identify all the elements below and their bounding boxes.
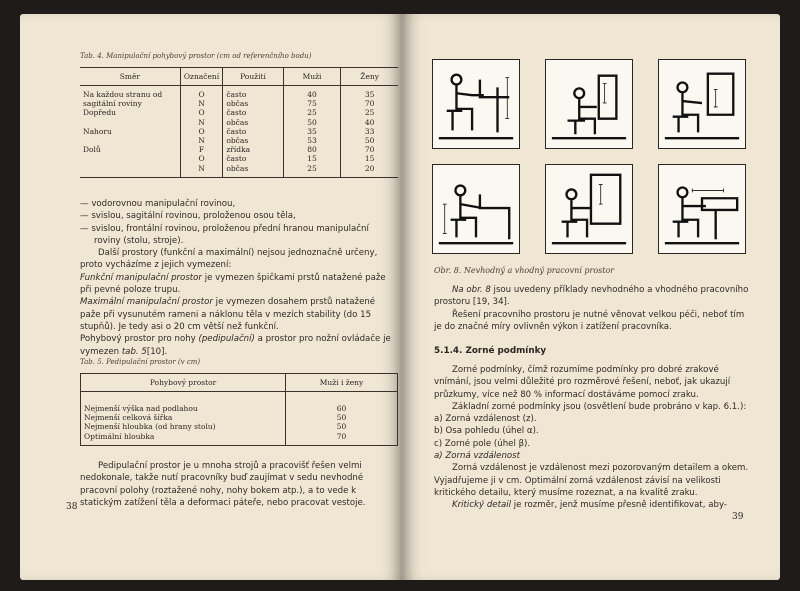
table4-header-men: Muži <box>283 68 341 86</box>
table5 <box>80 373 398 446</box>
paragraph-text: [10]. <box>146 346 168 357</box>
table4-men <box>283 86 341 178</box>
table4-header-use: Použití <box>223 68 283 86</box>
table4-women-value: 15 <box>364 154 375 164</box>
right-page <box>402 14 780 580</box>
table4-code: O <box>198 108 205 118</box>
table4-men-value: 40 <box>307 90 317 99</box>
figure-workstation-1 <box>432 59 520 149</box>
table5-header-value: Muži i ženy <box>286 374 398 392</box>
table4-use: často <box>226 90 247 99</box>
table4-direction: sagitální roviny <box>83 99 142 109</box>
table4-header-direction: Směr <box>80 68 180 86</box>
bullet-item: — vodorovnou manipulační rovinou, <box>80 199 236 209</box>
seated-worker-icon <box>659 60 745 148</box>
paragraph <box>80 296 398 333</box>
table5-header-space: Pohybový prostor <box>81 374 286 392</box>
paragraph <box>80 272 398 297</box>
table5-values <box>286 392 398 446</box>
table4-header-code: Označení <box>180 68 223 86</box>
table5-value: 70 <box>336 431 347 441</box>
table4-direction <box>83 118 177 127</box>
paragraph-text: je vymezen špičkami prstů natažené paže při pevné poloze trupu. <box>80 272 386 296</box>
table4-women-value: 40 <box>364 117 375 127</box>
table4-codes <box>180 86 223 178</box>
figure-workstation-2 <box>545 59 633 149</box>
seated-worker-icon <box>546 60 632 148</box>
table4-code: N <box>198 117 205 127</box>
table4-caption: Tab. 4. Manipulační pohybový prostor (cm od referenčního bodu) <box>80 52 312 60</box>
table4-use: často <box>226 108 247 118</box>
section-heading: 5.1.4. Zorné podmínky <box>434 346 547 356</box>
table4-code: N <box>198 135 205 145</box>
table4-direction <box>83 164 177 173</box>
table4-women-value: 35 <box>364 90 375 99</box>
table5-caption: Tab. 5. Pedipulační prostor (v cm) <box>80 358 201 366</box>
table4-use: občas <box>226 163 249 173</box>
table4-women-value: 25 <box>364 108 375 118</box>
left-page <box>20 14 402 580</box>
seated-worker-icon <box>433 165 519 253</box>
bullet-item: — svislou, sagitální rovinou, proloženou osou těla, <box>80 211 296 222</box>
table4-code: O <box>198 126 205 136</box>
paragraph-text: je vymezen dosahem prstů natažené paže při vysunutém rameni a náklonu těla v mezích stability (do 15 stupňů). Je tedy asi o 20 cm větší než funkční. <box>80 297 376 332</box>
table4-women-value: 70 <box>364 99 375 109</box>
table5-value: 50 <box>336 422 347 432</box>
table5-row-label: Optimální hloubka <box>84 431 155 441</box>
term: Funkční manipulační prostor <box>80 272 202 283</box>
table4-direction <box>83 154 177 163</box>
table5-row-label: Nejmenší výška nad podlahou <box>84 404 198 413</box>
table4-code: N <box>198 99 205 109</box>
table4-code: O <box>198 90 205 99</box>
page-number-right: 39 <box>732 512 744 522</box>
table4-use: často <box>226 126 247 136</box>
bullet-item: — svislou, frontální rovinou, proloženou přední hranou manipulační roviny (stolu, stroje). <box>80 223 369 246</box>
paragraph-text: Pohybový prostor pro nohy <box>80 334 199 345</box>
table4-men-value: 25 <box>307 163 317 173</box>
seated-worker-icon <box>546 165 632 253</box>
table4-code: N <box>198 163 205 173</box>
paragraph <box>434 284 752 309</box>
table4-direction: Dolů <box>83 145 101 155</box>
table4-code: O <box>198 154 205 164</box>
table4-header-women: Ženy <box>341 68 398 86</box>
subheading: a) Zorná vzdálenost <box>434 451 521 462</box>
table4-direction: Dopředu <box>83 108 116 118</box>
table4-uses <box>223 86 283 178</box>
paragraph: Pedipulační prostor je u mnoha strojů a pracovišť řešen velmi nedokonale, takže nutí pracovníky buď zaujímat v sedu nevhodné pracovní polohy (roztažené nohy, nohy bokem atp.), a to vede k statickým zatížení těla a deformaci páteře, nebo pracovat vestoje. <box>80 461 366 508</box>
paragraph-text: jsou uvedeny příklady nevhodného a vhodného pracovního prostoru [19, 34]. <box>434 285 749 308</box>
paragraph: Další prostory (funkční a maximální) nejsou jednoznačně určeny, proto vycházíme z jejich vymezení: <box>80 248 378 271</box>
list-item: b) Osa pohledu (úhel α). <box>434 426 539 437</box>
table4-men-value: 35 <box>307 126 317 136</box>
table4-men-value: 15 <box>307 154 317 164</box>
table-reference: tab. 5 <box>121 346 147 357</box>
paragraph: Zorná vzdálenost je vzdálenost mezi pozorovaným detailem a okem. Vyjadřujeme ji v cm. Optimální zorná vzdálenost závisí na velikosti kritického detailu, který musíme rozeznat, a na kvalitě zraku. <box>434 463 749 498</box>
paragraph: Řešení pracovního prostoru je nutné věnovat velkou péči, neboť tím je do značné míry ovlivněn výkon i zatížení pracovníka. <box>434 309 745 332</box>
term: Kritický detail <box>452 500 511 511</box>
table5-row-label: Nejmenší celková šířka <box>84 413 173 423</box>
list-item: a) Zorná vzdálenost (z). <box>434 414 537 425</box>
paragraph-text: je rozměr, jenž musíme přesně identifikovat, aby- <box>511 500 727 511</box>
table4-use: často <box>226 154 247 164</box>
table4-men-value: 25 <box>307 108 317 118</box>
table4 <box>80 67 398 178</box>
figure-workstation-4 <box>432 164 520 254</box>
paragraph-text: a prostor pro nožní ovládače je vymezen <box>80 334 391 357</box>
left-text-block-2 <box>80 460 398 509</box>
page-number-left: 38 <box>66 502 78 512</box>
table4-use: občas <box>226 99 249 109</box>
table5-row-label: Nejmenší hloubka (od hrany stolu) <box>84 422 216 432</box>
paragraph: Základní zorné podmínky jsou (osvětlení bude probráno v kap. 6.1.): <box>452 401 747 412</box>
table4-women-value: 50 <box>364 135 375 145</box>
right-text-block-2 <box>434 364 752 512</box>
figure-reference: Na obr. 8 <box>452 285 491 295</box>
table4-men-value: 53 <box>307 135 317 145</box>
table4-men-value: 75 <box>307 99 317 109</box>
table4-directions <box>80 86 180 178</box>
table4-men-value: 80 <box>307 145 317 155</box>
table4-direction <box>83 136 177 145</box>
right-text-block-1 <box>434 284 752 333</box>
table4-women <box>341 86 398 178</box>
table4-women-value: 70 <box>364 145 375 155</box>
figure-workstation-5 <box>545 164 633 254</box>
paragraph <box>434 499 752 511</box>
list-item: c) Zorné pole (úhel β). <box>434 438 531 449</box>
table4-women-value: 20 <box>364 163 375 173</box>
table4-women-value: 33 <box>364 126 375 136</box>
table4-use: občas <box>226 135 249 145</box>
table5-value: 60 <box>336 404 347 413</box>
table4-direction: Nahoru <box>83 126 112 136</box>
figure-workstation-6 <box>658 164 746 254</box>
table4-men-value: 50 <box>307 117 317 127</box>
table5-value: 50 <box>336 413 347 423</box>
table4-use: občas <box>226 117 249 127</box>
seated-worker-icon <box>433 60 519 148</box>
table5-rows <box>81 392 286 446</box>
figure-workstation-3 <box>658 59 746 149</box>
seated-worker-icon <box>659 165 745 253</box>
paragraph <box>80 333 398 358</box>
term: Maximální manipulační prostor <box>80 297 213 308</box>
term: (pedipulační) <box>198 334 255 345</box>
table4-code: F <box>198 145 205 155</box>
figure-caption: Obr. 8. Nevhodný a vhodný pracovní prostor <box>434 266 615 275</box>
table4-direction: Na každou stranu od <box>83 90 163 99</box>
left-text-block-1 <box>80 198 398 358</box>
paragraph: Zorné podmínky, čímž rozumíme podmínky pro dobré zrakové vnímání, jsou velmi důležité pro rozměrové řešení, neboť, jak ukazují průzkumy, více než 80 % informací dostáváme pomocí zraku. <box>434 365 731 400</box>
table4-use: zřídka <box>226 145 251 155</box>
